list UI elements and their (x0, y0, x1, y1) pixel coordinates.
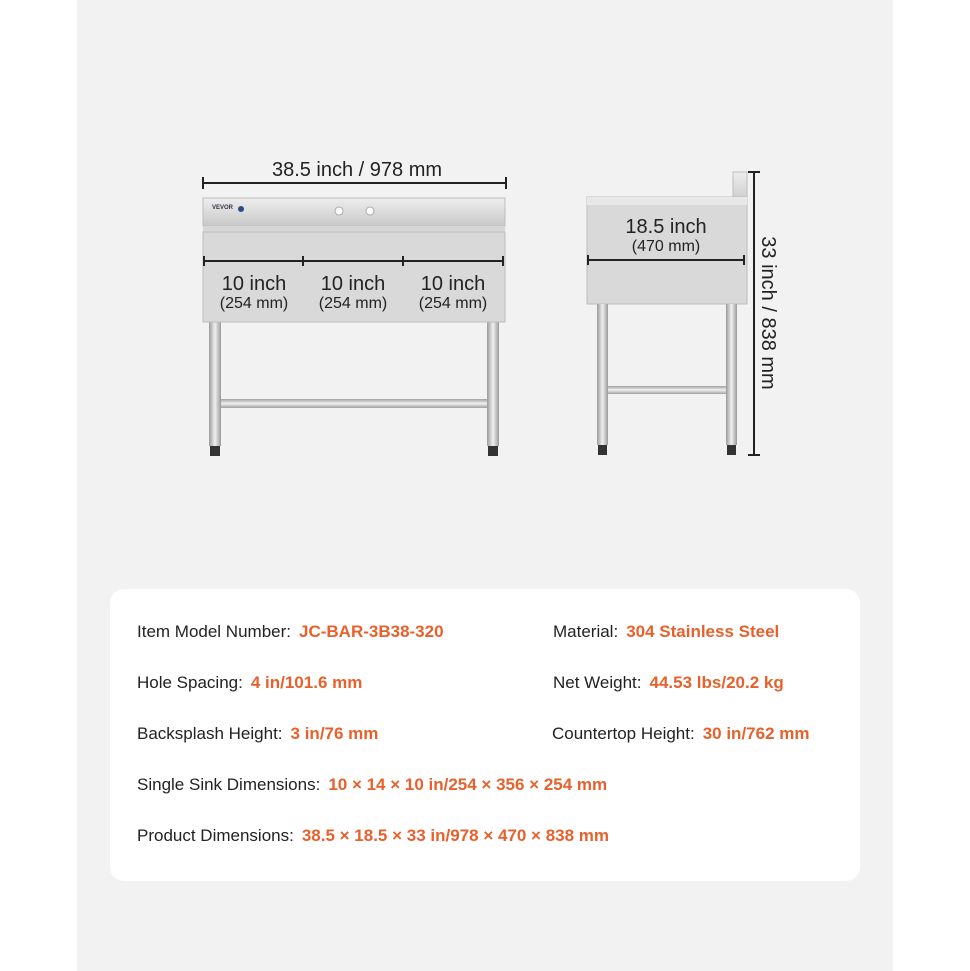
spec-material-value: 304 Stainless Steel (626, 622, 780, 641)
spec-single-sink-value: 10 × 14 × 10 in/254 × 356 × 254 mm (328, 775, 608, 794)
front-left-foot (210, 446, 220, 456)
spec-net-weight (553, 673, 784, 693)
spec-net-weight-value: 44.53 lbs/20.2 kg (649, 673, 784, 692)
side-back-leg (726, 304, 737, 445)
spec-single-sink (137, 775, 607, 795)
spec-model-value: JC-BAR-3B38-320 (299, 622, 444, 641)
compartment-2-inch: 10 inch (320, 273, 386, 295)
spec-countertop-label: Countertop Height: (552, 724, 695, 743)
spec-material-label: Material: (553, 622, 619, 641)
side-view (587, 172, 779, 455)
spec-backsplash-value: 3 in/76 mm (290, 724, 379, 743)
spec-countertop-value: 30 in/762 mm (702, 724, 810, 743)
spec-product-dims-value: 38.5 × 18.5 × 33 in/978 × 470 × 838 mm (301, 826, 610, 845)
spec-product-dims (137, 826, 609, 846)
backsplash (203, 198, 505, 226)
compartment-3-mm: (254 mm) (418, 295, 488, 312)
height-label: 33 inch / 838 mm (757, 236, 779, 390)
spec-backsplash-label: Backsplash Height: (137, 724, 283, 743)
compartment-1-mm: (254 mm) (219, 295, 289, 312)
spec-model-label: Item Model Number: (137, 622, 291, 641)
front-crossbar (221, 399, 487, 408)
backsplash-ledge (203, 226, 505, 232)
compartment-1-inch: 10 inch (221, 273, 287, 295)
side-front-foot (598, 445, 607, 455)
depth-mm-label: (470 mm) (631, 238, 701, 255)
spec-product-dims-label: Product Dimensions: (137, 826, 294, 845)
side-back-foot (727, 445, 736, 455)
spec-countertop (552, 724, 809, 744)
spec-hole-spacing-value: 4 in/101.6 mm (250, 673, 363, 692)
side-crossbar (608, 386, 726, 394)
faucet-hole-left (335, 207, 343, 215)
front-right-leg (487, 320, 499, 446)
side-front-leg (597, 304, 608, 445)
compartment-2-mm: (254 mm) (318, 295, 388, 312)
width-label: 38.5 inch / 978 mm (271, 159, 443, 181)
side-top-rim (587, 197, 747, 205)
badge-icon (238, 206, 244, 212)
depth-inch-label: 18.5 inch (625, 216, 707, 238)
front-right-foot (488, 446, 498, 456)
spec-hole-spacing (137, 673, 362, 693)
front-left-leg (209, 320, 221, 446)
spec-backsplash (137, 724, 378, 744)
spec-net-weight-label: Net Weight: (553, 673, 642, 692)
brand-logo: VEVOR (212, 205, 234, 211)
spec-hole-spacing-label: Hole Spacing: (137, 673, 243, 692)
compartment-3-inch: 10 inch (420, 273, 486, 295)
front-view (203, 159, 506, 456)
spec-model (137, 622, 444, 642)
spec-material (553, 622, 779, 642)
faucet-hole-right (366, 207, 374, 215)
spec-single-sink-label: Single Sink Dimensions: (137, 775, 321, 794)
